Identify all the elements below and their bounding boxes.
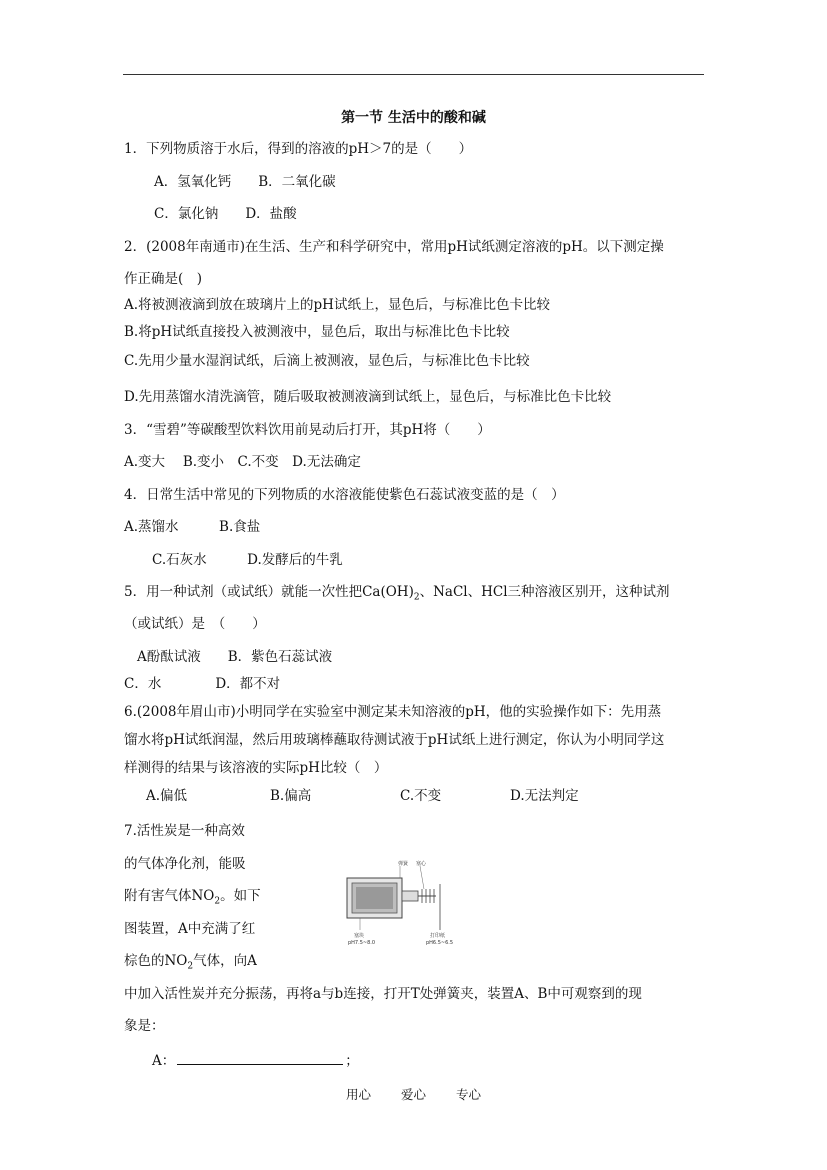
q2-stem-line2: 作正确是( ) <box>124 271 203 287</box>
q7-line5-pre: 棕色的NO <box>124 953 188 969</box>
q7-line7: 象是： <box>124 1018 165 1034</box>
q7-line3-subscript: 2 <box>214 896 221 907</box>
q4-options-row1: A.蒸馏水 B.食盐 <box>124 519 261 535</box>
q5-options-row1: A酚酞试液 B．紫色石蕊试液 <box>137 649 333 665</box>
q7-answer-label: A： <box>152 1053 176 1069</box>
q5-stem-line2: （或试纸）是 （ ） <box>124 616 266 632</box>
figure-label-top2: 塞心 <box>416 861 427 867</box>
q1-options-row2: C．氯化钠 D．盐酸 <box>154 206 297 222</box>
q5-stem-post: 、NaCl、HCl三种溶液区别开，这种试剂 <box>419 584 670 600</box>
footer-item-3: 专心 <box>455 1087 481 1102</box>
figure-label-top1: 弹簧 <box>398 861 409 867</box>
q7-line6: 中加入活性炭并充分振荡，再将a与b连接，打开T处弹簧夹，装置A、B中可观察到的现 <box>124 986 642 1002</box>
q3-stem: 3．“雪碧”等碳酸型饮料饮用前晃动后打开，其pH将（ ） <box>124 422 491 438</box>
footer-item-1: 用心 <box>345 1087 371 1102</box>
q7-answer-a <box>152 1051 359 1070</box>
q7-answer-blank[interactable] <box>177 1051 343 1065</box>
q6-option-a: A.偏低 <box>146 788 188 804</box>
q7-line3-pre: 附有害气体NO <box>124 888 215 904</box>
q5-options-row2: C．水 D．都不对 <box>124 676 281 692</box>
figure-label-bottom-left1: 塞块 <box>354 933 365 939</box>
q6-stem-line3: 样测得的结果与该溶液的实际pH比较（ ） <box>124 760 388 776</box>
page-title: 第一节 生活中的酸和碱 <box>341 110 486 126</box>
q1-options-row1: A．氢氧化钙 B．二氧化碳 <box>154 174 336 190</box>
q6-option-b: B.偏高 <box>270 788 312 804</box>
q5-subscript: 2 <box>413 592 420 603</box>
page-footer <box>0 1085 827 1103</box>
q6-stem-line2: 馏水将pH试纸润湿，然后用玻璃棒蘸取待测试液于pH试纸上进行测定，你认为小明同学这 <box>124 732 665 748</box>
q2-option-a: A.将被测液滴到放在玻璃片上的pH试纸上，显色后，与标准比色卡比较 <box>124 297 550 313</box>
apparatus-figure <box>340 858 460 950</box>
q2-option-d: D.先用蒸馏水清洗滴管，随后吸取被测液滴到试纸上，显色后，与标准比色卡比较 <box>124 389 612 405</box>
figure-label-bottom-left2: pH7.5~8.0 <box>348 940 376 946</box>
q4-options-row2: C.石灰水 D.发酵后的牛乳 <box>152 552 343 568</box>
q3-options: A.变大 B.变小 C.不变 D.无法确定 <box>124 454 361 470</box>
q5-stem-pre: 5．用一种试剂（或试纸）就能一次性把Ca(OH) <box>124 584 414 600</box>
q7-line5 <box>124 952 257 976</box>
q6-option-c: C.不变 <box>400 788 442 804</box>
header-rule <box>123 74 704 75</box>
q7-line2: 的气体净化剂，能吸 <box>124 856 246 872</box>
q6-option-d: D.无法判定 <box>510 788 579 804</box>
q7-line5-post: 气体，向A <box>193 953 257 969</box>
q7-answer-end: ； <box>345 1053 359 1069</box>
q6-stem-line1: 6.(2008年眉山市)小明同学在实验室中测定某未知溶液的pH，他的实验操作如下：先用蒸 <box>124 704 662 720</box>
q2-option-b: B.将pH试纸直接投入被测液中，显色后，取出与标准比色卡比较 <box>124 324 510 340</box>
q7-line5-subscript: 2 <box>187 961 194 972</box>
q2-stem-line1: 2．(2008年南通市)在生活、生产和科学研究中，常用pH试纸测定溶液的pH。以下测定操 <box>124 239 664 255</box>
q1-stem: 1．下列物质溶于水后，得到的溶液的pH＞7的是（ ） <box>124 141 473 157</box>
q5-stem-line1 <box>124 583 670 607</box>
figure-label-bottom-right2: pH6.5~6.5 <box>426 940 454 946</box>
q7-line4: 图装置，A中充满了红 <box>124 921 256 937</box>
q7-line1: 7.活性炭是一种高效 <box>124 823 245 839</box>
footer-item-2: 爱心 <box>400 1087 426 1102</box>
figure-label-bottom-right1: 打印纸 <box>430 933 446 939</box>
q7-line3 <box>124 887 261 911</box>
q7-line3-post: 。如下 <box>220 888 261 904</box>
q4-stem: 4．日常生活中常见的下列物质的水溶液能使紫色石蕊试液变蓝的是（ ） <box>124 487 565 503</box>
q2-option-c: C.先用少量水湿润试纸，后滴上被测液，显色后，与标准比色卡比较 <box>124 353 530 369</box>
